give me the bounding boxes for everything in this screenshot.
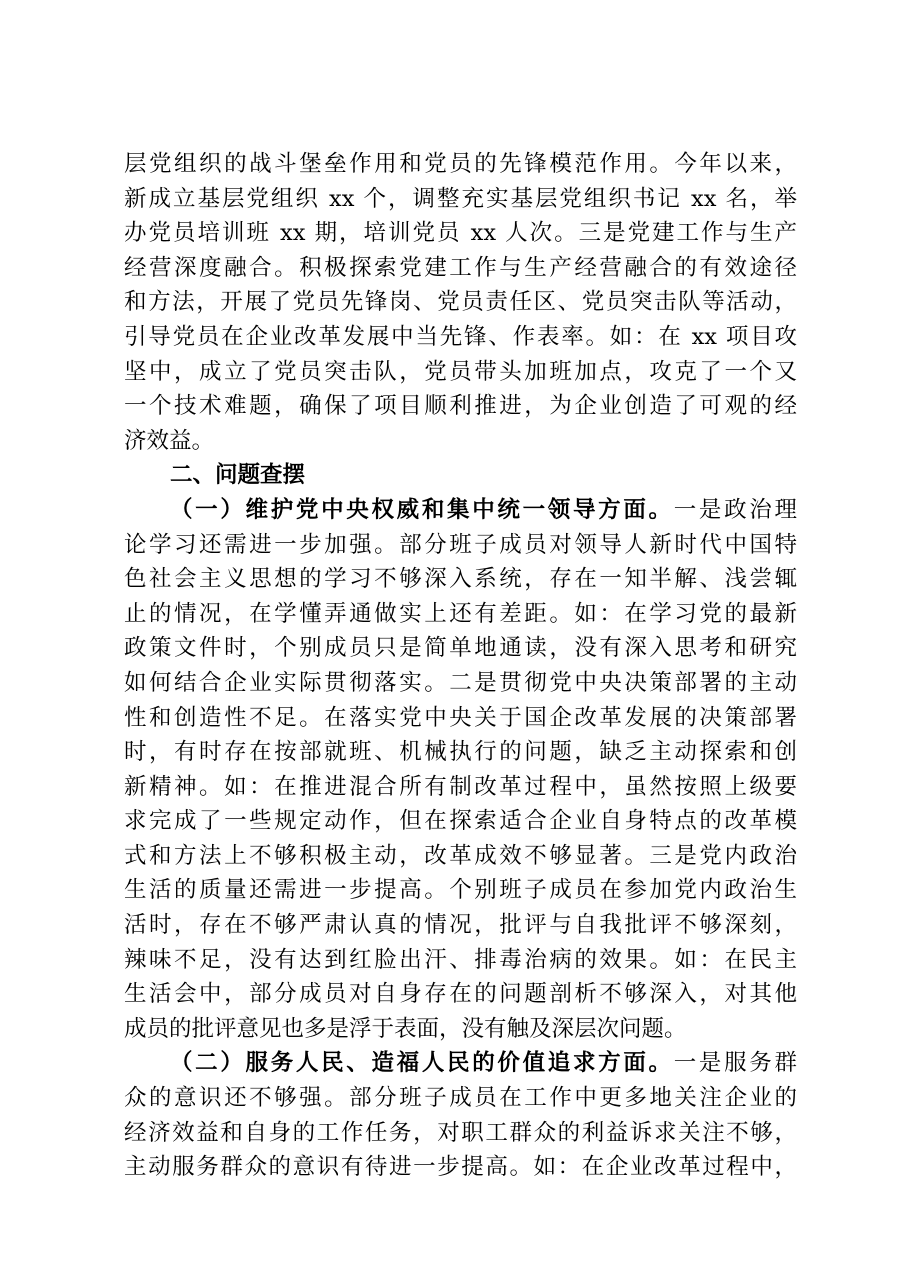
text-line: 生活的质量还需进一步提高。个别班子成员在参加党内政治生 [124,877,797,904]
text-line: 时，有时存在按部就班、机械执行的问题，缺乏主动探索和创 [124,739,797,766]
text-line: 经济效益和自身的工作任务，对职工群众的利益诉求关注不够， [124,1119,797,1146]
text-line: 和方法，开展了党员先锋岗、党员责任区、党员突击队等活动， [124,289,797,316]
text-line: 论学习还需进一步加强。部分班子成员对领导人新时代中国特 [124,531,797,558]
text-line: 色社会主义思想的学习不够深入系统，存在一知半解、浅尝辄 [124,566,797,593]
text-line: 辣味不足，没有达到红脸出汗、排毒治病的效果。如：在民主 [124,946,797,973]
text-line: 层党组织的战斗堡垒作用和党员的先锋模范作用。今年以来， [124,151,797,177]
text-line: 新成立基层党组织 xx 个，调整充实基层党组织书记 xx 名，举 [124,185,797,212]
text-line: 办党员培训班 xx 期，培训党员 xx 人次。三是党建工作与生产 [124,220,797,247]
text-line: 政策文件时，个别成员只是简单地通读，没有深入思考和研究 [124,635,797,662]
subsection-1-paragraph [124,493,797,1047]
subsection-2-paragraph [124,1046,797,1184]
subsection-2-first-line [124,1046,797,1081]
text-line: 性和创造性不足。在落实党中央关于国企改革发展的决策部署 [124,704,797,731]
subsection-1-first-line [124,493,797,528]
section-heading: 二、问题查摆 [170,462,306,489]
text-line: 成员的批评意见也多是浮于表面，没有触及深层次问题。 [124,1015,687,1042]
text-line: 众的意识还不够强。部分班子成员在工作中更多地关注企业的 [124,1085,797,1112]
text-line: 坚中，成立了党员突击队，党员带头加班加点，攻克了一个又 [124,358,797,385]
text-line: 主动服务群众的意识有待进一步提高。如：在企业改革过程中， [124,1154,797,1181]
text-line: 如何结合企业实际贯彻落实。二是贯彻党中央决策部署的主动 [124,669,797,696]
text-line: 一个技术难题，确保了项目顺利推进，为企业创造了可观的经 [124,393,797,420]
text-line: 活时，存在不够严肃认真的情况，批评与自我批评不够深刻， [124,912,797,939]
text-span: 一是服务群 [673,1050,797,1077]
text-span: 一是政治理 [673,496,797,523]
text-line: 生活会中，部分成员对自身存在的问题剖析不够深入，对其他 [124,981,797,1008]
subsection-1-heading: （一）维护党中央权威和集中统一领导方面。 [170,496,674,523]
subsection-2-heading: （二）服务人民、造福人民的价值追求方面。 [170,1050,674,1077]
text-line: 经营深度融合。积极探索党建工作与生产经营融合的有效途径 [124,254,797,281]
text-line: 新精神。如：在推进混合所有制改革过程中，虽然按照上级要 [124,773,797,800]
text-line: 式和方法上不够积极主动，改革成效不够显著。三是党内政治 [124,842,797,869]
text-line: 引导党员在企业改革发展中当先锋、作表率。如：在 xx 项目攻 [124,323,797,350]
text-line: 求完成了一些规定动作，但在探索适合企业自身特点的改革模 [124,808,797,835]
document-body [124,147,797,1185]
text-line: 济效益。 [124,427,215,454]
intro-paragraph [124,147,797,458]
text-line: 止的情况，在学懂弄通做实上还有差距。如：在学习党的最新 [124,600,797,627]
